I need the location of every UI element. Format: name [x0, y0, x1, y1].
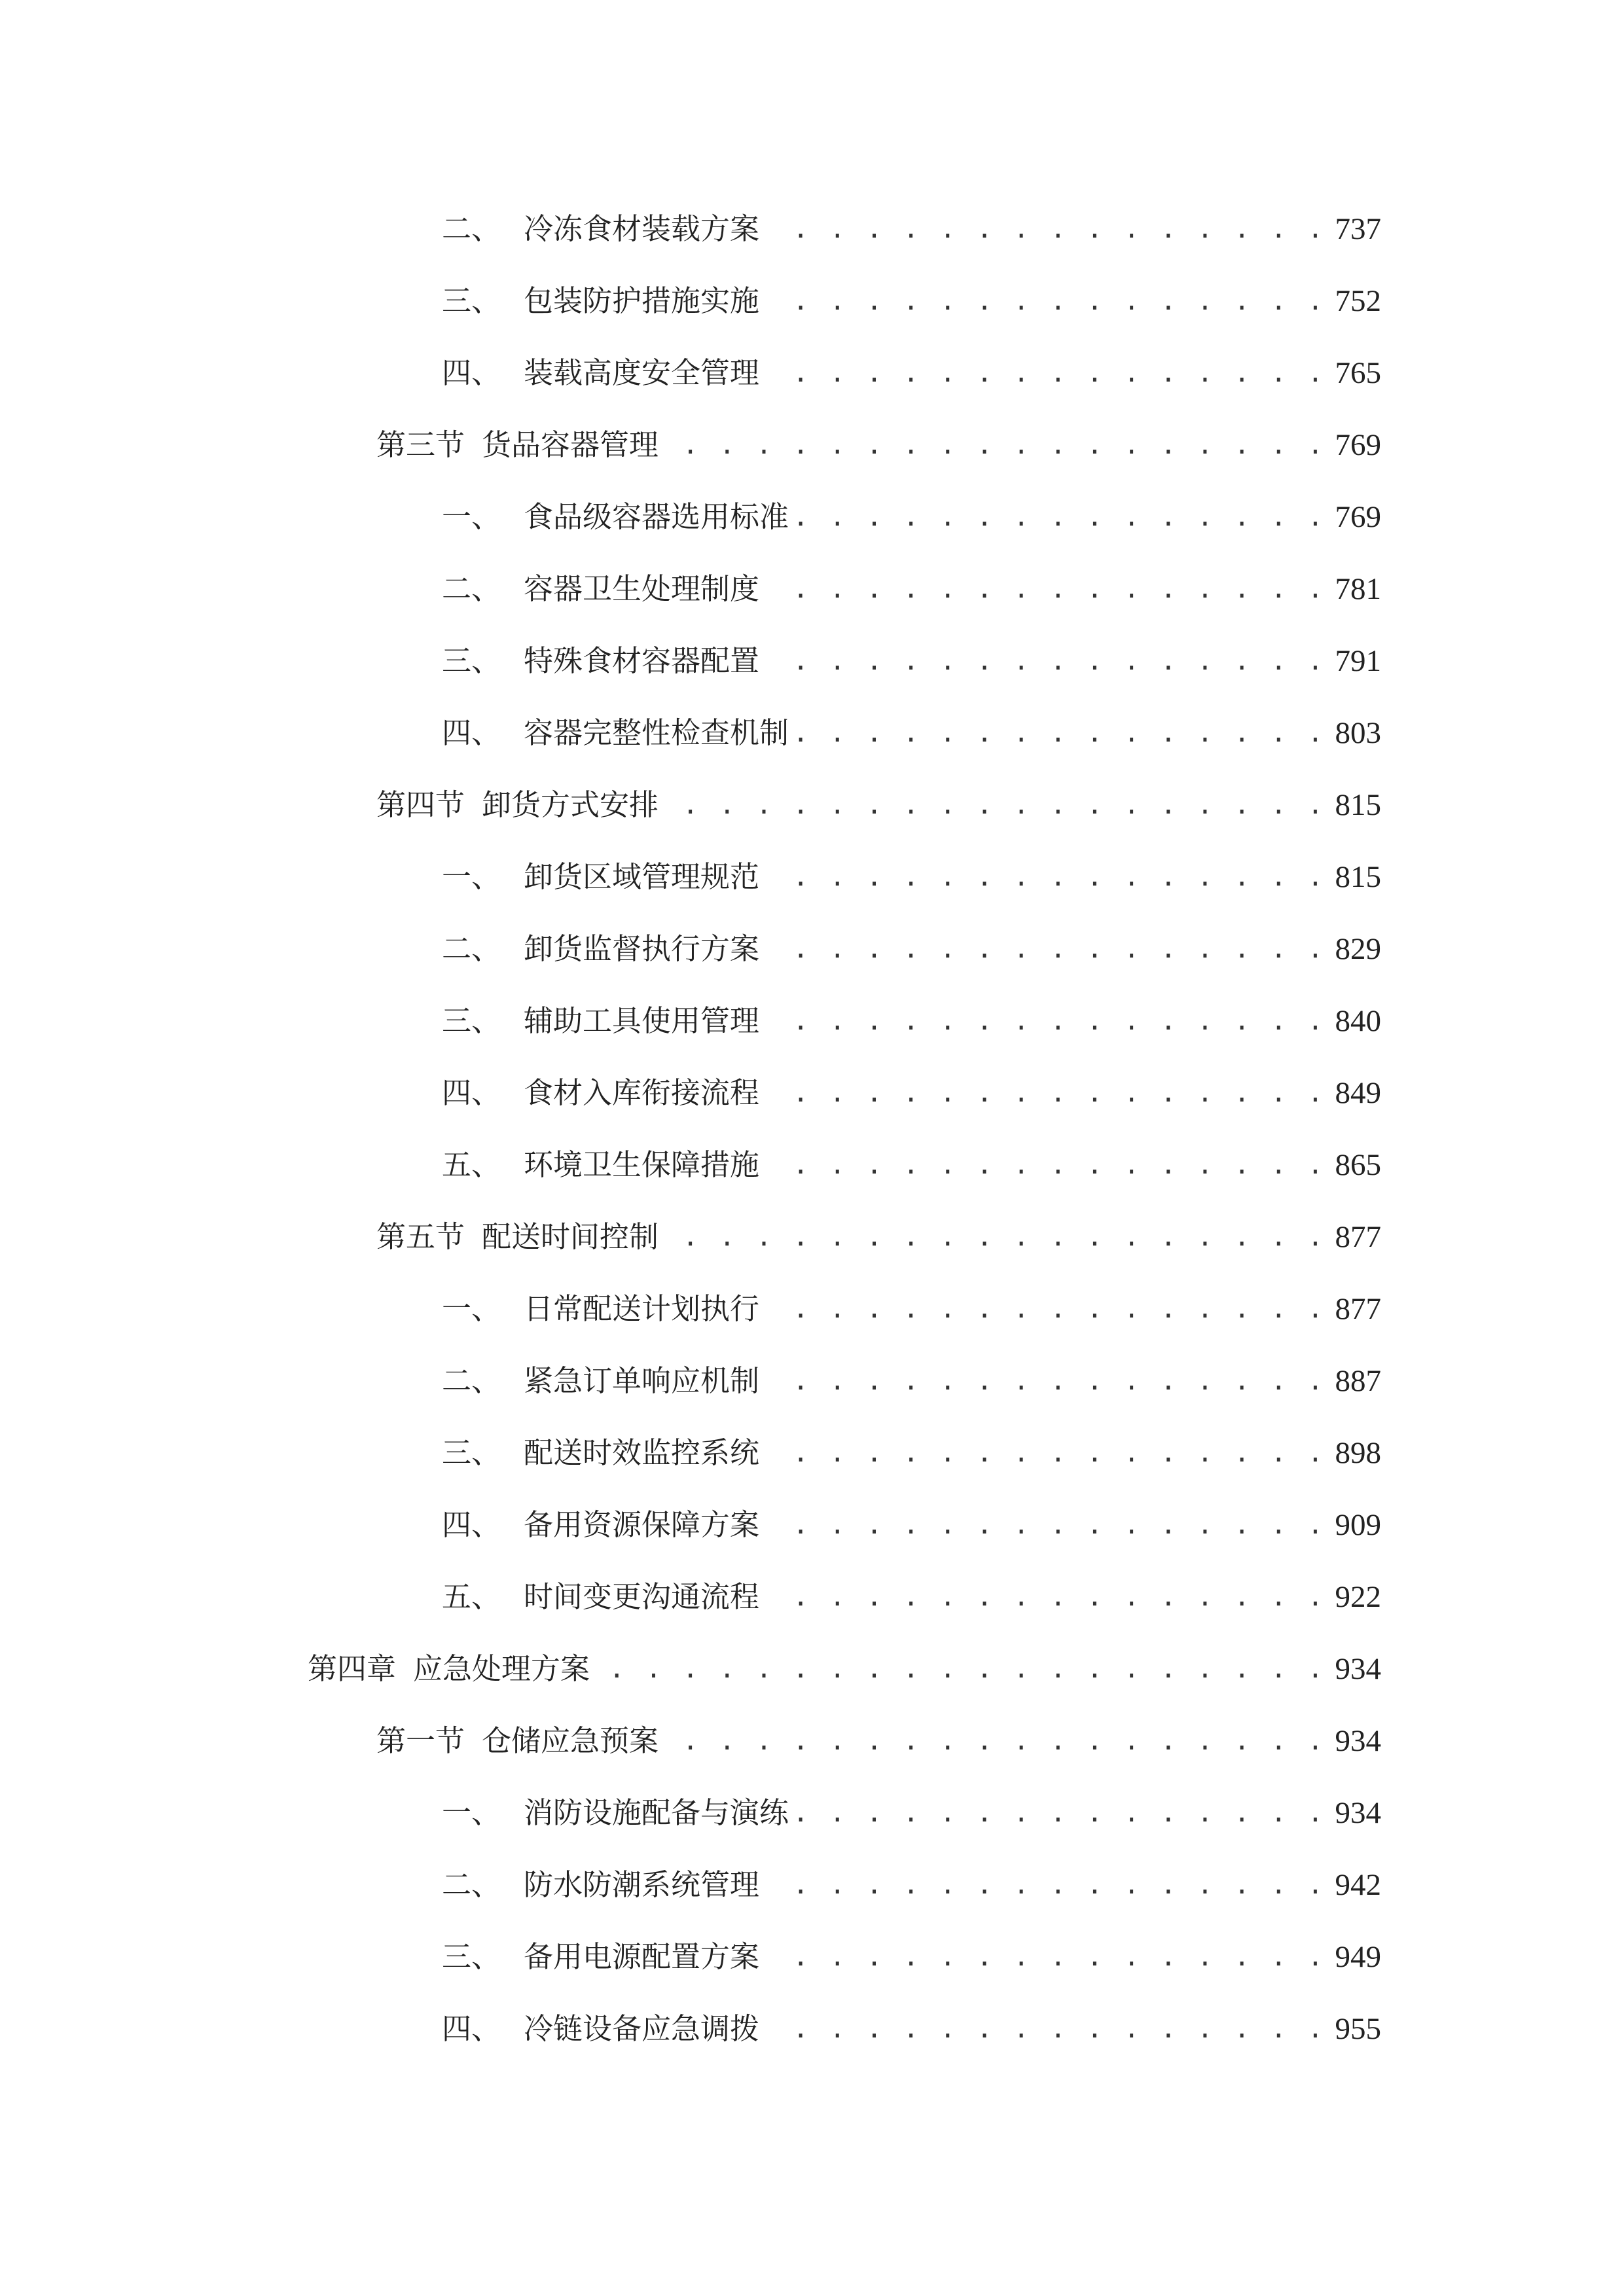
toc-entry-title: 仓储应急预案	[482, 1723, 659, 1758]
toc-entry-title: 食材入库衔接流程	[524, 1075, 760, 1110]
toc-entry-number: 第一节	[376, 1723, 465, 1758]
toc-entry-page: 934	[1335, 1652, 1381, 1686]
toc-entry-number: 二、	[442, 931, 501, 966]
toc-entry-title: 卸货区域管理规范	[524, 859, 760, 894]
toc-entry[interactable]	[442, 707, 1381, 759]
toc-entry-title: 货品容器管理	[482, 427, 659, 462]
toc-dot-leader	[767, 347, 1326, 399]
toc-entry-title: 容器完整性检查机制	[524, 715, 789, 750]
toc-entry-page: 849	[1335, 1076, 1381, 1110]
toc-entry-page: 934	[1335, 1724, 1381, 1758]
toc-dot-leader	[767, 1427, 1326, 1479]
toc-entry-page: 815	[1335, 788, 1381, 822]
toc-entry-section[interactable]	[376, 1211, 1381, 1263]
toc-entry[interactable]	[442, 1139, 1381, 1191]
toc-entry-page: 752	[1335, 284, 1381, 318]
toc-entry-section[interactable]	[376, 1715, 1381, 1767]
toc-entry[interactable]	[442, 1067, 1381, 1119]
toc-entry-number: 四、	[442, 1507, 501, 1542]
toc-entry-number: 五、	[442, 1147, 501, 1182]
toc-entry-title: 冷冻食材装载方案	[524, 211, 760, 246]
toc-dot-leader	[666, 419, 1326, 471]
toc-dot-leader	[767, 275, 1326, 327]
toc-entry[interactable]	[442, 563, 1381, 615]
toc-entry[interactable]	[442, 491, 1381, 543]
toc-entry[interactable]	[442, 635, 1381, 687]
toc-dot-leader	[767, 1139, 1326, 1191]
toc-entry-page: 791	[1335, 644, 1381, 678]
toc-dot-leader	[767, 1859, 1326, 1911]
toc-dot-leader	[767, 995, 1326, 1047]
toc-entry-page: 840	[1335, 1004, 1381, 1038]
toc-entry-page: 887	[1335, 1364, 1381, 1398]
toc-entry-number: 四、	[442, 2011, 501, 2046]
toc-entry[interactable]	[442, 1787, 1381, 1839]
toc-entry-section[interactable]	[376, 419, 1381, 471]
toc-entry[interactable]	[442, 1931, 1381, 1983]
toc-entry-number: 三、	[442, 1939, 501, 1974]
toc-entry-title: 备用电源配置方案	[524, 1939, 760, 1974]
toc-entry-title: 装载高度安全管理	[524, 355, 760, 390]
toc-entry-title: 配送时间控制	[482, 1219, 659, 1254]
toc-entry-title: 配送时效监控系统	[524, 1435, 760, 1470]
toc-entry-title: 环境卫生保障措施	[524, 1147, 760, 1182]
toc-entry[interactable]	[442, 1283, 1381, 1335]
toc-entry-page: 815	[1335, 860, 1381, 894]
toc-entry-title: 冷链设备应急调拨	[524, 2011, 760, 2046]
toc-dot-leader	[767, 923, 1326, 975]
toc-entry-page: 781	[1335, 572, 1381, 606]
toc-entry-page: 769	[1335, 428, 1381, 462]
toc-entry[interactable]	[442, 2003, 1381, 2055]
toc-entry-number: 三、	[442, 1003, 501, 1038]
toc-entry-title: 时间变更沟通流程	[524, 1579, 760, 1614]
toc-dot-leader	[598, 1643, 1326, 1695]
toc-entry-number: 三、	[442, 283, 501, 318]
toc-dot-leader	[767, 1931, 1326, 1983]
toc-dot-leader	[767, 1067, 1326, 1119]
toc-entry-title: 防水防潮系统管理	[524, 1867, 760, 1902]
toc-entry-title: 特殊食材容器配置	[524, 643, 760, 678]
toc-entry-section[interactable]	[376, 779, 1381, 831]
toc-entry-number: 二、	[442, 1363, 501, 1398]
toc-entry-number: 第五节	[376, 1219, 465, 1254]
toc-entry-page: 955	[1335, 2012, 1381, 2046]
toc-entry[interactable]	[442, 1859, 1381, 1911]
toc-entry-number: 四、	[442, 715, 501, 750]
toc-entry-page: 934	[1335, 1796, 1381, 1830]
toc-entry[interactable]	[442, 851, 1381, 903]
toc-entry-page: 829	[1335, 932, 1381, 966]
toc-dot-leader	[767, 851, 1326, 903]
toc-entry-title: 日常配送计划执行	[524, 1291, 760, 1326]
toc-dot-leader	[666, 1715, 1326, 1767]
toc-entry-page: 922	[1335, 1580, 1381, 1614]
toc-dot-leader	[767, 1283, 1326, 1335]
toc-entry-number: 五、	[442, 1579, 501, 1614]
toc-dot-leader	[797, 1787, 1326, 1839]
toc-entry-number: 二、	[442, 211, 501, 246]
toc-entry[interactable]	[442, 923, 1381, 975]
toc-entry[interactable]	[442, 203, 1381, 255]
toc-entry-number: 一、	[442, 499, 501, 534]
toc-entry-page: 765	[1335, 356, 1381, 390]
toc-entry-number: 三、	[442, 1435, 501, 1470]
toc-entry[interactable]	[442, 275, 1381, 327]
toc-dot-leader	[767, 1499, 1326, 1551]
toc-entry-title: 卸货监督执行方案	[524, 931, 760, 966]
toc-entry-page: 949	[1335, 1940, 1381, 1974]
toc-entry-number: 第四章	[308, 1651, 397, 1686]
toc-entry-page: 877	[1335, 1220, 1381, 1254]
toc-entry-title: 应急处理方案	[413, 1651, 590, 1686]
toc-entry-chapter[interactable]	[308, 1643, 1381, 1695]
toc-dot-leader	[666, 779, 1326, 831]
toc-entry-number: 二、	[442, 571, 501, 606]
toc-entry-number: 第四节	[376, 787, 465, 822]
toc-entry-title: 备用资源保障方案	[524, 1507, 760, 1542]
toc-entry-page: 877	[1335, 1292, 1381, 1326]
toc-entry-number: 一、	[442, 1291, 501, 1326]
toc-entry-number: 一、	[442, 859, 501, 894]
toc-entry-title: 卸货方式安排	[482, 787, 659, 822]
toc-entry-number: 四、	[442, 355, 501, 390]
toc-entry-page: 942	[1335, 1868, 1381, 1902]
toc-entry[interactable]	[442, 1499, 1381, 1551]
toc-dot-leader	[797, 491, 1326, 543]
toc-entry[interactable]	[442, 1427, 1381, 1479]
toc-dot-leader	[797, 707, 1326, 759]
toc-entry-title: 紧急订单响应机制	[524, 1363, 760, 1398]
toc-entry-number: 三、	[442, 643, 501, 678]
toc-entry-number: 四、	[442, 1075, 501, 1110]
toc-entry-title: 容器卫生处理制度	[524, 571, 760, 606]
toc-entry[interactable]	[442, 995, 1381, 1047]
toc-entry-page: 865	[1335, 1148, 1381, 1182]
toc-entry-page: 803	[1335, 716, 1381, 750]
toc-entry-number: 一、	[442, 1795, 501, 1830]
toc-entry-page: 898	[1335, 1436, 1381, 1470]
toc-entry-page: 769	[1335, 500, 1381, 534]
toc-entry-title: 包装防护措施实施	[524, 283, 760, 318]
toc-entry-title: 食品级容器选用标准	[524, 499, 789, 534]
toc-entry-number: 第三节	[376, 427, 465, 462]
toc-dot-leader	[767, 1355, 1326, 1407]
toc-entry[interactable]	[442, 347, 1381, 399]
toc-entry[interactable]	[442, 1571, 1381, 1623]
toc-dot-leader	[767, 563, 1326, 615]
toc-entry-title: 辅助工具使用管理	[524, 1003, 760, 1038]
toc-entry-page: 737	[1335, 212, 1381, 246]
toc-entry-number: 二、	[442, 1867, 501, 1902]
toc-dot-leader	[767, 635, 1326, 687]
toc-entry-page: 909	[1335, 1508, 1381, 1542]
toc-entry[interactable]	[442, 1355, 1381, 1407]
toc-dot-leader	[666, 1211, 1326, 1263]
toc-dot-leader	[767, 203, 1326, 255]
toc-dot-leader	[767, 2003, 1326, 2055]
toc-dot-leader	[767, 1571, 1326, 1623]
toc-entry-title: 消防设施配备与演练	[524, 1795, 789, 1830]
